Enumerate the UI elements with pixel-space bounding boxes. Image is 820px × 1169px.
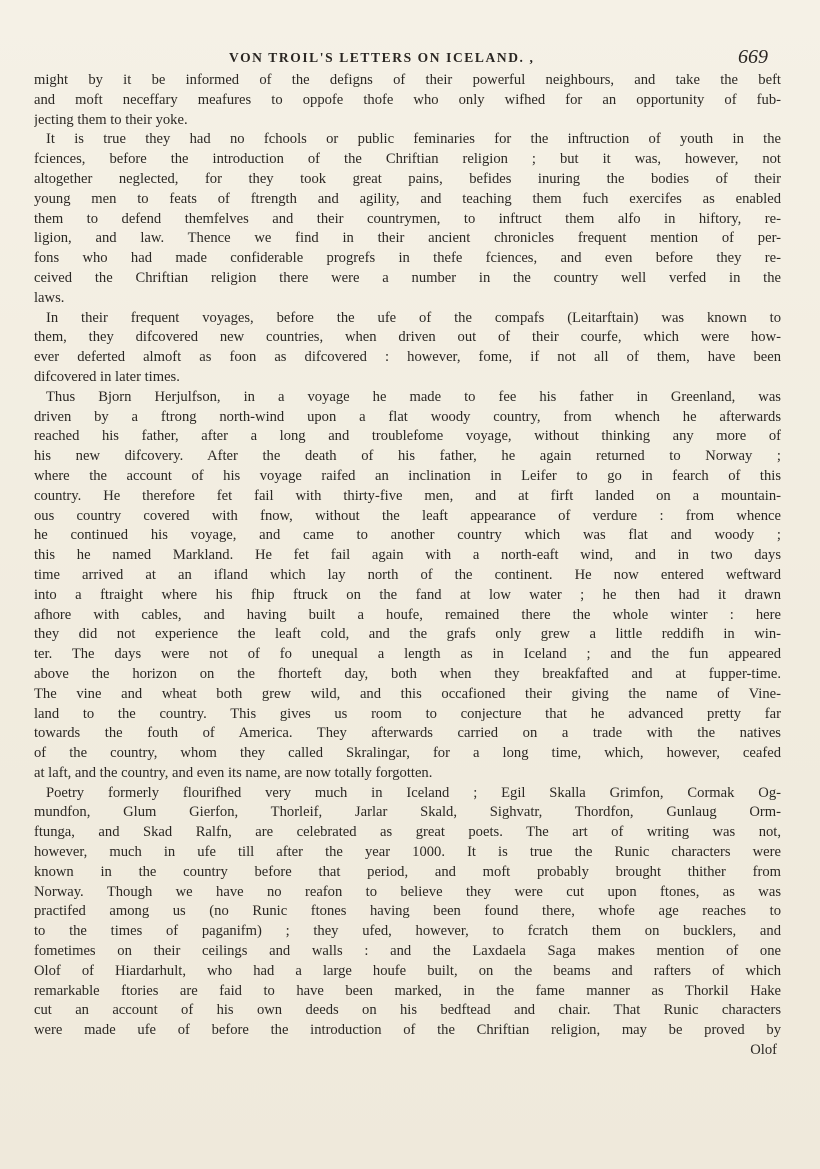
text-line: however, much in ufe till after the year 1000. It is true the Runic characters were — [34, 844, 781, 861]
text-line: remarkable ftories are faid to have been marked, in the fame manner as Thorkil Hake — [34, 982, 781, 999]
text-line: jecting them to their yoke. — [34, 111, 188, 128]
text-line: and moft neceffary meafures to oppofe thofe who only wifhed for an opportunity of fub- — [34, 91, 781, 108]
text-line: ligion, and law. Thence we find in their ancient chronicles frequent mention of per- — [34, 230, 781, 247]
text-line: into a ftraight where his fhip ftruck on the fand at low water ; he then had it drawn — [34, 586, 781, 603]
text-line: In their frequent voyages, before the ufe of the compafs (Leitarftain) was known to — [46, 309, 781, 326]
text-line: to the times of paganifm) ; they ufed, however, to fcratch them on bucklers, and — [34, 923, 781, 940]
text-line: mundfon, Glum Gierfon, Thorleif, Jarlar Skald, Sighvatr, Thordfon, Gunlaug Orm- — [34, 804, 781, 821]
text-line: cut an account of his own deeds on his bedftead and chair. That Runic characters — [34, 1002, 781, 1019]
text-line: difcovered in later times. — [34, 368, 180, 385]
text-line: practifed among us (no Runic ftones having been found there, whofe age reaches to — [34, 903, 781, 920]
text-line: might by it be informed of the defigns of their powerful neighbours, and take the beft — [34, 72, 781, 88]
text-line: ous country covered with fnow, without the leaft appearance of verdure : from whence — [34, 507, 781, 524]
text-line: ter. The days were not of fo unequal a length as in Iceland ; and the fun appeared — [34, 646, 781, 663]
body-text — [34, 71, 781, 1061]
text-line: driven by a ftrong north-wind upon a flat woody country, from whench he afterwards — [34, 408, 781, 425]
text-line: ceived the Chriftian religion there were a number in the country well verfed in the — [34, 269, 781, 286]
text-line: them to defend themfelves and their countrymen, to inftruct them alfo in hiftory, re- — [34, 210, 781, 227]
catchword: Olof — [750, 1042, 777, 1059]
text-line: above the horizon on the fhorteft day, both when they breakfafted and at fupper-time. — [34, 665, 781, 682]
text-line: towards the fouth of America. They afterwards carried on a trade with the natives — [34, 725, 781, 742]
text-line: fciences, before the introduction of the Chriftian religion ; but it was, however, not — [34, 151, 781, 168]
text-line: known in the country before that period, and moft probably brought thither from — [34, 863, 781, 880]
text-line: where the account of his voyage raifed an inclination in Leifer to go in fearch of this — [34, 467, 781, 484]
text-line: ever deferted almoft as foon as difcovered : however, fome, if not all of them, have been — [34, 349, 781, 366]
text-line: afhore with cables, and having built a houfe, remained there the whole winter : here — [34, 606, 781, 623]
text-line: at laft, and the country, and even its name, are now totally forgotten. — [34, 764, 433, 781]
text-line: his new difcovery. After the death of his father, he again returned to Norway ; — [34, 448, 781, 465]
text-line: them, they difcovered new countries, when driven out of their courfe, which were how- — [34, 329, 781, 346]
text-line: Poetry formerly flourifhed very much in Iceland ; Egil Skalla Grimfon, Cormak Og- — [46, 784, 781, 801]
text-line: time arrived at an ifland which lay north of the continent. He now entered weftward — [34, 566, 781, 583]
text-line: this he named Markland. He fet fail again with a north-eaft wind, and in two days — [34, 547, 781, 564]
text-line: ftunga, and Skad Ralfn, are celebrated as great poets. The art of writing was not, — [34, 824, 781, 841]
text-line: It is true they had no fchools or public feminaries for the inftruction of youth in the — [46, 131, 781, 148]
text-line: of the country, whom they called Skralingar, for a long time, which, however, ceafed — [34, 745, 781, 762]
page-number: 669 — [738, 46, 768, 68]
text-line: fometimes on their ceilings and walls : and the Laxdaela Saga makes mention of one — [34, 943, 781, 960]
text-line: were made ufe of before the introduction of the Chriftian religion, may be proved by — [34, 1022, 781, 1039]
running-title: VON TROIL'S LETTERS ON ICELAND. , — [229, 50, 535, 65]
text-line: country. He therefore fet fail with thirty-five men, and at firft landed on a mountain- — [34, 487, 781, 504]
text-line: The vine and wheat both grew wild, and this occafioned their giving the name of Vine- — [34, 685, 781, 702]
text-line: reached his father, after a long and troublefome voyage, without thinking any more of — [34, 428, 781, 445]
text-line: land to the country. This gives us room to conjecture that he advanced pretty far — [34, 705, 781, 722]
text-line: altogether neglected, for they took great pains, befides inuring the bodies of their — [34, 170, 781, 187]
text-line: Thus Bjorn Herjulfson, in a voyage he made to fee his father in Greenland, was — [46, 388, 781, 405]
text-line: fons who had made confiderable progrefs in thefe fciences, and even before they re- — [34, 250, 781, 267]
text-line: young men to feats of ftrength and agility, and teaching them fuch exercifes as enabled — [34, 190, 781, 207]
text-line: Norway. Though we have no reafon to believe they were cut upon ftones, as was — [34, 883, 781, 900]
text-line: he continued his voyage, and came to another country which was flat and woody ; — [34, 527, 781, 544]
text-line: they did not experience the leaft cold, and the grafs only grew a little reddifh in win- — [34, 626, 781, 643]
text-line: laws. — [34, 289, 65, 306]
text-line: Olof of Hiardarhult, who had a large houfe built, on the beams and rafters of which — [34, 962, 781, 979]
